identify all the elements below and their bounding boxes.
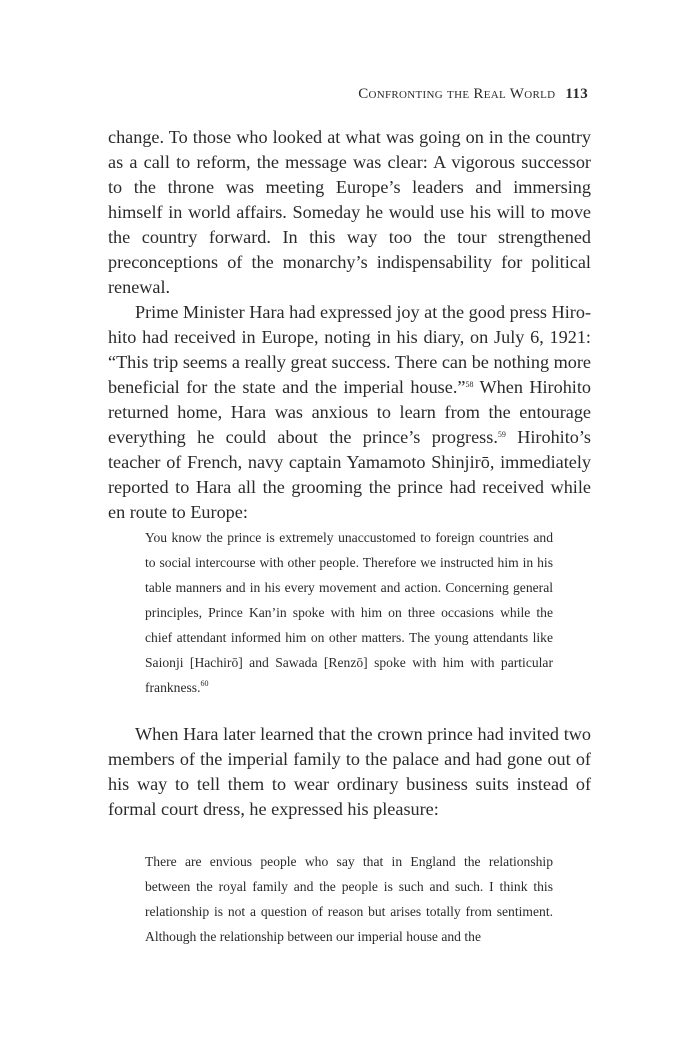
paragraph-2 [108, 300, 591, 525]
body-text-top [108, 125, 591, 525]
paragraph-2-part-b: When Hirohito returned home, Hara was anxious to learn from the entourage everything he could about the prince’s progress. [108, 377, 591, 447]
paragraph-3: When Hara later learned that the crown prince had invited two members of the imperial family to the palace and had gone out of his way to tell them to wear ordinary business suits instead of formal court dress, he expressed his pleasure: [108, 724, 591, 819]
footnote-ref-59: 59 [497, 430, 506, 439]
quote-1-text: You know the prince is extremely unaccustomed to foreign countries and to social intercourse with other people. Therefore we instructed him in his table manners and in his every movement and action. Concerning general principles, Prince Kan’in spoke with him on three occasions while the chief attendant informed him on other matters. The young attendants like Saionji [Hachirō] and Sawada [Renzō] spoke with him with particular frankness. [145, 530, 553, 695]
paragraph-2-part-a: Prime Minister Hara had expressed joy at the good press Hirohito had received in Europe, noting in his diary, on July 6, 1921: “This trip seems a really great success. There can be nothing more beneficial for the state and the imperial house.” [108, 302, 591, 397]
quote-2-text: There are envious people who say that in England the relationship between the royal family and the people is such and such. I think this relationship is not a question of reason but arises totally from sentiment. Although the relationship between our imperial house and the [145, 854, 553, 944]
chapter-title: Confronting the Real World [358, 86, 556, 102]
page-number: 113 [565, 86, 588, 102]
body-text-middle [108, 722, 591, 822]
block-quote-2 [145, 849, 553, 949]
block-quote-1 [145, 525, 553, 700]
paragraph-2-part-c: Hirohito’s teacher of French, navy captain Yamamoto Shinjirō, immediately reported to Hara all the grooming the prince had received while en route to Europe: [108, 427, 591, 522]
footnote-ref-60: 60 [200, 679, 209, 688]
footnote-ref-58: 58 [465, 380, 474, 389]
paragraph-1: change. To those who looked at what was going on in the country as a call to reform, the message was clear: A vigorous successor to the throne was meeting Europe’s leaders and immersing himself in world affairs. Someday he would use his will to move the country forward. In this way too the tour strengthened preconceptions of the monarchy’s indispensability for political renewal. [108, 127, 591, 297]
running-head [358, 86, 588, 103]
